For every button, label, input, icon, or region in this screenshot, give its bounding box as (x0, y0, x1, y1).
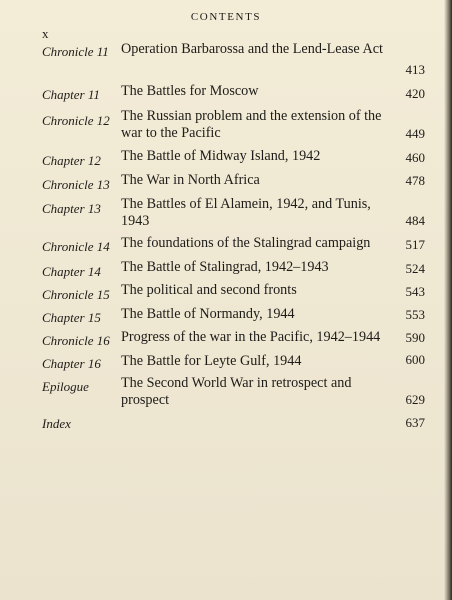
entry-label: Chronicle 15 (42, 287, 110, 302)
entry-page: 449 (405, 126, 425, 141)
entry-title: The Battle of Stalingrad, 1942–1943 (121, 259, 329, 275)
entry-label: Chronicle 14 (42, 239, 110, 254)
entry-page: 637 (405, 415, 425, 430)
entry-title: The Russian problem and the extension of the war to the Pacific (121, 108, 382, 141)
entry-page: 590 (405, 330, 425, 345)
entry-label: Epilogue (42, 379, 89, 394)
entry-label: Chronicle 16 (42, 333, 110, 348)
entry-label: Chronicle 11 (42, 44, 109, 59)
entry-label: Index (42, 416, 71, 431)
entry-title: The political and second fronts (121, 282, 297, 298)
entry-label: Chapter 11 (42, 87, 100, 102)
page-edge-shadow (444, 0, 452, 600)
entry-label: Chapter 12 (42, 153, 101, 168)
entry-page: 600 (405, 352, 425, 367)
entry-page: 484 (405, 213, 425, 228)
entry-page: 413 (405, 62, 425, 77)
entry-page: 420 (405, 86, 425, 101)
entry-label: Chapter 16 (42, 356, 101, 371)
entry-label: Chapter 13 (42, 201, 101, 216)
entry-page: 517 (405, 237, 425, 252)
entry-label: Chronicle 13 (42, 177, 110, 192)
entry-title: Progress of the war in the Pacific, 1942–1944 (121, 329, 381, 345)
page-heading: CONTENTS (190, 11, 262, 23)
entry-label: Chronicle 12 (42, 113, 110, 128)
entry-title: The Battles of El Alamein, 1942, and Tunis, 1943 (121, 196, 371, 229)
entry-title: The War in North Africa (121, 172, 260, 188)
entry-page: 629 (405, 392, 425, 407)
entry-title: The Battle of Midway Island, 1942 (121, 148, 321, 164)
entry-title: The foundations of the Stalingrad campaign (121, 235, 371, 251)
entry-title: Operation Barbarossa and the Lend-Lease Act (121, 41, 383, 57)
entry-label: Chapter 14 (42, 264, 101, 279)
entry-title: The Battle for Leyte Gulf, 1944 (121, 353, 302, 369)
page-numeral: x (42, 26, 49, 41)
entry-page: 524 (405, 261, 425, 276)
entry-page: 478 (405, 173, 425, 188)
entry-page: 553 (405, 307, 425, 322)
entry-title: The Second World War in retrospect and prospect (121, 375, 352, 408)
entry-page: 460 (405, 150, 425, 165)
entry-label: Chapter 15 (42, 310, 101, 325)
entry-title: The Battle of Normandy, 1944 (121, 306, 295, 322)
entry-title: The Battles for Moscow (121, 83, 259, 99)
entry-page: 543 (405, 284, 425, 299)
